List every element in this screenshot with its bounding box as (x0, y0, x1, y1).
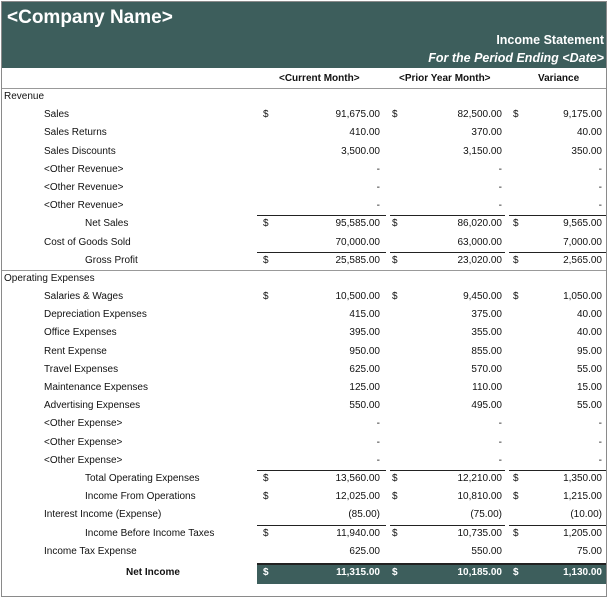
current-value[interactable]: - (376, 454, 380, 466)
currency-symbol: $ (513, 254, 519, 266)
variance-value[interactable]: 1,050.00 (563, 291, 602, 303)
table-row (2, 124, 606, 142)
current-value[interactable]: 10,500.00 (335, 291, 380, 303)
currency-symbol: $ (392, 109, 398, 121)
column-headers (2, 68, 606, 88)
current-value[interactable]: 415.00 (349, 309, 380, 321)
current-value[interactable]: 3,500.00 (341, 145, 380, 157)
current-value[interactable]: - (376, 181, 380, 193)
current-value[interactable]: 95,585.00 (335, 218, 380, 230)
section-label[interactable]: Revenue (4, 91, 45, 102)
variance-value[interactable]: 40.00 (576, 327, 602, 339)
currency-symbol: $ (263, 472, 269, 484)
prior-value[interactable]: 110.00 (472, 382, 502, 393)
row-label[interactable]: Salaries & Wages (44, 291, 124, 303)
table-row (2, 161, 606, 179)
currency-symbol: $ (263, 291, 269, 303)
row-label[interactable]: Gross Profit (85, 254, 138, 266)
prior-value[interactable]: 10,735.00 (457, 527, 502, 539)
column-current-month[interactable]: <Current Month> (279, 73, 360, 84)
currency-symbol: $ (392, 254, 398, 266)
currency-symbol: $ (513, 291, 519, 303)
variance-value[interactable]: 1,215.00 (563, 491, 602, 503)
row-label[interactable]: Interest Income (Expense) (44, 509, 162, 521)
current-value[interactable]: 410.00 (349, 127, 380, 139)
table-row (2, 434, 606, 452)
currency-symbol: $ (263, 491, 269, 503)
currency-symbol: $ (263, 566, 269, 578)
row-label[interactable]: Cost of Goods Sold (44, 236, 131, 248)
row-label[interactable]: <Other Expense> (44, 454, 123, 466)
row-label[interactable]: Office Expenses (44, 327, 117, 339)
section-label[interactable]: Operating Expenses (4, 272, 95, 284)
current-value[interactable]: 125.00 (349, 382, 380, 393)
prior-value[interactable]: 82,500.00 (457, 109, 502, 121)
table-row (2, 397, 606, 415)
column-variance[interactable]: Variance (538, 73, 580, 84)
prior-value[interactable]: 370.00 (471, 127, 502, 139)
prior-value[interactable]: 550.00 (471, 545, 502, 557)
variance-value[interactable]: 55.00 (576, 400, 602, 412)
row-label[interactable]: Rent Expense (44, 345, 107, 357)
table-row (2, 143, 606, 161)
currency-symbol: $ (392, 491, 398, 503)
row-label[interactable]: Income Before Income Taxes (85, 527, 215, 539)
table-row (2, 324, 606, 342)
currency-symbol: $ (392, 527, 398, 539)
current-value[interactable]: 625.00 (349, 363, 380, 375)
variance-value[interactable]: - (598, 418, 602, 430)
prior-value[interactable]: - (498, 418, 502, 430)
variance-value[interactable]: 55.00 (576, 363, 602, 375)
prior-value[interactable]: 3,150.00 (463, 145, 502, 157)
currency-symbol: $ (263, 218, 269, 230)
prior-value[interactable]: - (498, 200, 502, 212)
variance-value[interactable]: 15.00 (576, 382, 602, 393)
row-label[interactable]: Travel Expenses (44, 363, 119, 375)
currency-symbol: $ (392, 472, 398, 484)
variance-value[interactable]: 40.00 (576, 127, 602, 139)
current-value[interactable]: - (376, 200, 380, 212)
variance-value[interactable]: 2,565.00 (563, 254, 602, 266)
statement-header (2, 2, 606, 68)
table-row (2, 306, 606, 324)
current-value[interactable]: 950.00 (349, 345, 380, 357)
income-statement-sheet (1, 1, 607, 597)
variance-value[interactable]: 95.00 (576, 345, 602, 357)
current-value[interactable]: 25,585.00 (335, 254, 380, 266)
variance-value[interactable]: 40.00 (576, 309, 602, 321)
current-value[interactable]: 11,315.00 (336, 566, 380, 578)
prior-value[interactable]: 355.00 (471, 327, 502, 339)
prior-value[interactable]: - (498, 163, 502, 175)
prior-value[interactable]: 23,020.00 (457, 254, 502, 266)
row-label[interactable]: Net Income (126, 566, 180, 578)
row-label[interactable]: <Other Revenue> (44, 200, 124, 212)
row-label[interactable]: Sales Returns (44, 127, 107, 139)
currency-symbol: $ (513, 527, 519, 539)
total-operating-expenses-row (2, 470, 606, 488)
current-value[interactable]: - (376, 436, 380, 448)
company-name[interactable]: <Company Name> (7, 7, 173, 28)
table-row (2, 343, 606, 361)
row-label[interactable]: <Other Expense> (44, 436, 123, 448)
current-value[interactable]: - (376, 163, 380, 175)
currency-symbol: $ (513, 472, 519, 484)
prior-value[interactable]: 855.00 (471, 345, 502, 357)
statement-title[interactable]: Income Statement (496, 33, 604, 47)
prior-value[interactable]: - (498, 181, 502, 193)
section-revenue (2, 88, 606, 106)
current-value[interactable]: 625.00 (349, 545, 380, 557)
section-operating-expenses (2, 270, 606, 288)
row-label[interactable]: Income From Operations (85, 491, 196, 503)
current-value[interactable]: 12,025.00 (335, 491, 380, 503)
prior-value[interactable]: 86,020.00 (457, 218, 502, 230)
prior-value[interactable]: - (498, 436, 502, 448)
cogs-row (2, 234, 606, 252)
table-row (2, 288, 606, 306)
variance-value[interactable]: - (598, 163, 602, 175)
row-label[interactable]: <Other Expense> (44, 418, 123, 430)
prior-value[interactable]: 9,450.00 (463, 291, 502, 303)
row-label[interactable]: Income Tax Expense (44, 545, 137, 557)
currency-symbol: $ (513, 491, 519, 503)
income-from-operations-row (2, 488, 606, 506)
prior-value[interactable]: 495.00 (471, 400, 502, 412)
variance-value[interactable]: 1,205.00 (563, 527, 602, 539)
variance-value[interactable]: - (598, 181, 602, 193)
currency-symbol: $ (263, 109, 269, 121)
column-prior-year-month[interactable]: <Prior Year Month> (399, 73, 491, 84)
currency-symbol: $ (392, 291, 398, 303)
current-value[interactable]: 550.00 (349, 400, 380, 412)
table-row (2, 179, 606, 197)
current-value[interactable]: 395.00 (349, 327, 380, 339)
prior-value[interactable]: 375.00 (471, 309, 502, 321)
row-label[interactable]: <Other Revenue> (44, 163, 124, 175)
current-value[interactable]: - (376, 418, 380, 430)
row-label[interactable]: Maintenance Expenses (44, 382, 148, 393)
prior-value[interactable]: 10,810.00 (457, 491, 502, 503)
period-label[interactable]: For the Period Ending <Date> (428, 51, 604, 65)
income-tax-row (2, 543, 606, 561)
variance-value[interactable]: - (598, 436, 602, 448)
currency-symbol: $ (513, 109, 519, 121)
variance-value[interactable]: 1,130.00 (563, 566, 602, 578)
row-label[interactable]: Depreciation Expenses (44, 309, 147, 321)
variance-value[interactable]: 7,000.00 (563, 236, 602, 248)
variance-value[interactable]: - (598, 200, 602, 212)
row-label[interactable]: Net Sales (85, 218, 129, 230)
currency-symbol: $ (263, 527, 269, 539)
row-label[interactable]: Sales (44, 109, 70, 121)
row-label[interactable]: <Other Revenue> (44, 181, 124, 193)
income-before-taxes-row (2, 525, 606, 543)
current-value[interactable]: (85.00) (348, 509, 380, 521)
row-label[interactable]: Advertising Expenses (44, 400, 141, 412)
table-row (2, 361, 606, 379)
row-label[interactable]: Sales Discounts (44, 145, 116, 157)
prior-value[interactable]: (75.00) (470, 509, 502, 521)
table-row (2, 106, 606, 124)
table-row (2, 197, 606, 215)
current-value[interactable]: 13,560.00 (335, 472, 380, 484)
table-row (2, 379, 606, 397)
net-income-row (2, 563, 606, 582)
currency-symbol: $ (392, 218, 398, 230)
current-value[interactable]: 91,675.00 (335, 109, 380, 121)
prior-value[interactable]: 10,185.00 (457, 566, 502, 578)
table-row (2, 452, 606, 470)
variance-value[interactable]: 350.00 (571, 145, 602, 157)
currency-symbol: $ (513, 218, 519, 230)
table-row (2, 415, 606, 433)
variance-value[interactable]: - (598, 454, 602, 466)
gross-profit-row (2, 252, 606, 270)
currency-symbol: $ (263, 254, 269, 266)
row-label[interactable]: Total Operating Expenses (85, 472, 200, 484)
net-sales-row (2, 215, 606, 233)
currency-symbol: $ (513, 566, 519, 578)
variance-value[interactable]: 9,175.00 (563, 109, 602, 121)
prior-value[interactable]: - (498, 454, 502, 466)
variance-value[interactable]: 75.00 (576, 545, 602, 557)
prior-value[interactable]: 12,210.00 (457, 472, 502, 484)
variance-value[interactable]: (10.00) (570, 509, 602, 521)
prior-value[interactable]: 570.00 (471, 363, 502, 375)
current-value[interactable]: 70,000.00 (335, 236, 380, 248)
currency-symbol: $ (392, 566, 398, 578)
interest-row (2, 506, 606, 524)
variance-value[interactable]: 1,350.00 (563, 472, 602, 484)
variance-value[interactable]: 9,565.00 (563, 218, 602, 230)
prior-value[interactable]: 63,000.00 (457, 236, 502, 248)
current-value[interactable]: 11,940.00 (336, 527, 380, 539)
